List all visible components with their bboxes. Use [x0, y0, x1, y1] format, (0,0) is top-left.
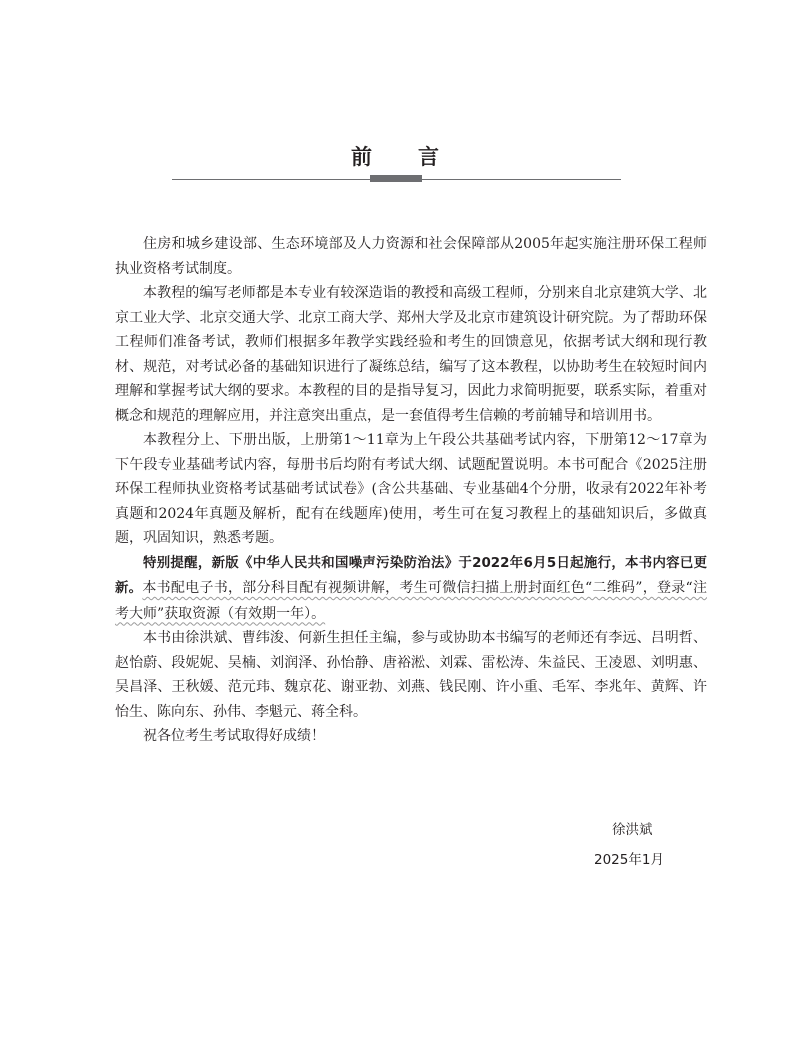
- resources-note: 本书配电子书，部分科目配有视频讲解，考生可微信扫描上册封面红色“二维码”，登录“注考大师”获取资源（有效期一年）。: [115, 580, 707, 622]
- notice-highlight: 特别提醒，新版《中华人民共和国噪声污染防治法》于2022年6月5日起施行，本书内容已更新。: [115, 555, 707, 596]
- preface-body: [115, 232, 707, 749]
- page-title-char-2: 言: [418, 145, 439, 169]
- paragraph-book-structure: 本教程分上、下册出版，上册第1～11章为上午段公共基础考试内容，下册第12～17章为下午段专业基础考试内容，每册书后均附有考试大纲、试题配置说明。本书可配合《2025注册环保工程师执业资格考试基础考试试卷》(含公共基础、专业基础4个分册，收录有2022年补考真题和2024年真题及解析，配有在线题库)使用，考生可在复习教程上的基础知识后，多做真题，巩固知识，熟悉考题。: [115, 432, 707, 546]
- signature-author: 徐洪斌: [612, 822, 653, 838]
- paragraph-notice: [115, 551, 707, 627]
- signature-date: 2025年1月: [594, 852, 664, 868]
- paragraph-exam-system: 住房和城乡建设部、生态环境部及人力资源和社会保障部从2005年起实施注册环保工程师执业资格考试制度。: [115, 236, 707, 277]
- paragraph-wishes: 祝各位考生考试取得好成绩！: [143, 728, 325, 744]
- paragraph-authors: 本教程的编写老师都是本专业有较深造诣的教授和高级工程师，分别来自北京建筑大学、北京工业大学、北京交通大学、北京工商大学、郑州大学及北京市建筑设计研究院。为了帮助环保工程师们准备考试，教师们根据多年教学实践经验和考生的回馈意见，依据考试大纲和现行教材、规范，对考试必备的基础知识进行了凝练总结，编写了这本教程，以协助考生在较短时间内理解和掌握考试大纲的要求。本教程的目的是指导复习，因此力求简明扼要，联系实际，着重对概念和规范的理解应用，并注意突出重点，是一套值得考生信赖的考前辅导和培训用书。: [115, 285, 707, 424]
- title-underline-accent: [370, 175, 422, 182]
- paragraph-editors: 本书由徐洪斌、曹纬浚、何新生担任主编，参与或协助本书编写的老师还有李远、吕明哲、赵怡蔚、段妮妮、吴楠、刘润泽、孙怡静、唐裕淞、刘霖、雷松涛、朱益民、王凌恩、刘明惠、吴昌泽、王秋媛、范元玮、魏京花、谢亚勃、刘燕、钱民刚、许小重、毛军、李兆年、黄辉、许怡生、陈向东、孙伟、李魁元、蒋全科。: [115, 630, 707, 720]
- page-title-char-1: 前: [351, 145, 372, 169]
- page-title: [0, 143, 790, 171]
